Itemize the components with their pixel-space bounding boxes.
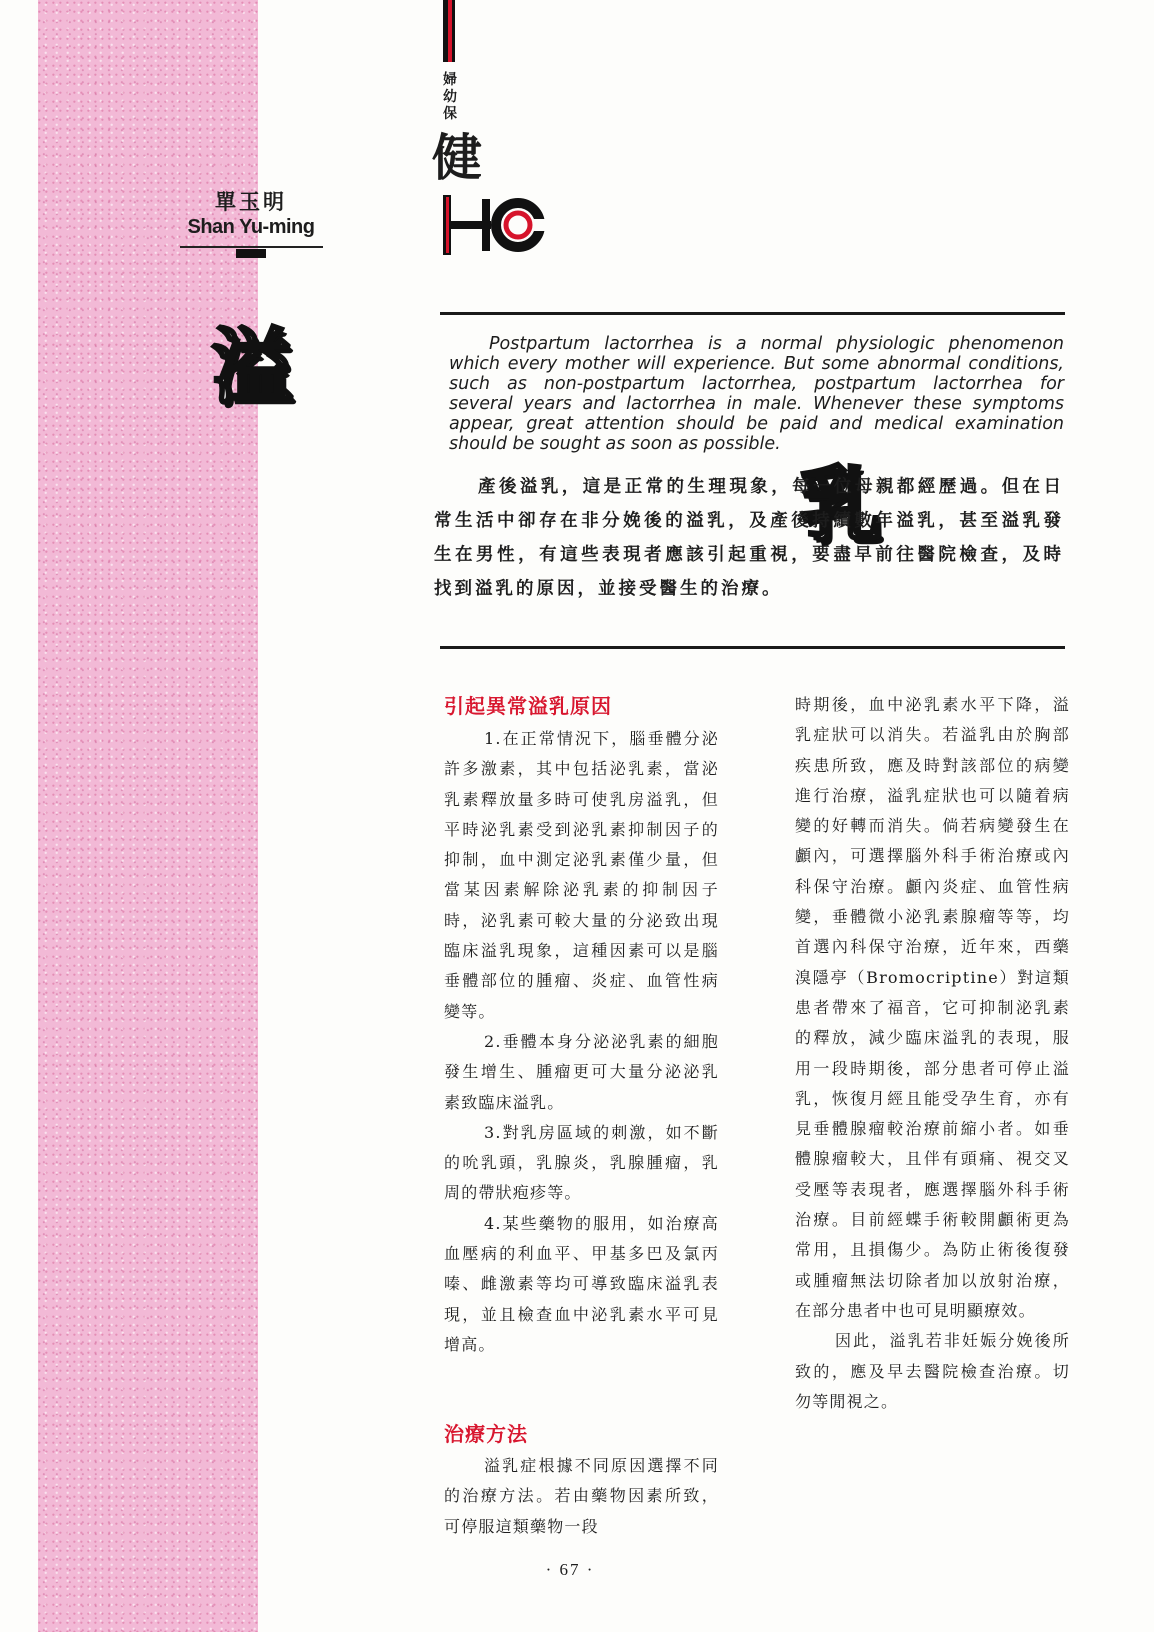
treatment-paragraph-continued: 時期後，血中泌乳素水平下降，溢乳症狀可以消失。若溢乳由於胸部疾患所致，應及時對該部位的病變進行治療，溢乳症狀也可以隨着病變的好轉而消失。倘若病變發生在顱內，可選擇腦外科手術治療或內科保守治療。顱內炎症、血管性病變，垂體微小泌乳素腺瘤等等，均首選內科保守治療，近年來，西藥溴隱亭（Bromocriptine）對這類患者帶來了福音，它可抑制泌乳素的釋放，減少臨床溢乳的表現，服用一段時期後，部分患者可停止溢乳，恢復月經且能受孕生育，亦有見垂體腺瘤較治療前縮小者。如垂體腺瘤較大，且伴有頭痛、視交叉受壓等表現者，應選擇腦外科手術治療。目前經蝶手術較開顱術更為常用，且損傷少。為防止術後復發或腫瘤無法切除者加以放射治療，在部分患者中也可見明顯療效。 xyxy=(795,695,1070,1320)
english-abstract: Postpartum lactorrhea is a normal physiologic phenomenon which every mother will experience. But some abnormal conditions, such as non-postpartum lactorrhea, postpartum lactorrhea for several years and lactorrhea in male. Whenever these symptoms appear, great attention should be paid and medical examination should be sought as soon as possible. xyxy=(449,334,1064,454)
cause-paragraph-2: 2.垂體本身分泌泌乳素的細胞發生增生、腫瘤更可大量分泌泌乳素致臨床溢乳。 xyxy=(444,1031,719,1112)
author-underline xyxy=(180,246,323,248)
causes-body xyxy=(444,724,719,1360)
cause-paragraph-4: 4.某些藥物的服用，如治療高血壓病的利血平、甲基多巴及氯丙嗪、雌激素等均可導致臨床溢乳表現，並且檢查血中泌乳素水平可見增高。 xyxy=(444,1213,719,1354)
page-number: · 67 · xyxy=(545,1560,595,1579)
author-name-english: Shan Yu-ming xyxy=(187,216,315,238)
section-title-causes: 引起異常溢乳原因 xyxy=(444,694,612,718)
conclusion-paragraph: 因此，溢乳若非妊娠分娩後所致的，應及早去醫院檢查治療。切勿等閒視之。 xyxy=(795,1331,1070,1411)
column-category-label: 婦幼保 xyxy=(443,72,457,122)
treatment-paragraph-start: 溢乳症根據不同原因選擇不同的治療方法。若由藥物因素所致，可停服這類藥物一段 xyxy=(444,1456,719,1536)
cause-paragraph-3: 3.對乳房區域的刺激，如不斷的吮乳頭，乳腺炎，乳腺腫瘤，乳周的帶狀疱疹等。 xyxy=(444,1122,719,1203)
top-divider xyxy=(440,312,1065,315)
column-logo-red-stripe xyxy=(448,0,452,62)
article-title-char-1: 溢 xyxy=(210,320,293,415)
treatment-body-continued xyxy=(795,690,1070,1417)
treatment-body-start xyxy=(444,1451,719,1542)
section-title-treatment: 治療方法 xyxy=(444,1422,528,1446)
author-name-chinese: 單玉明 xyxy=(215,190,287,214)
author-underline-tab xyxy=(236,249,266,258)
article-title-char-2: 乳 xyxy=(799,458,882,553)
column-logo-hc-icon xyxy=(440,195,560,255)
decorative-pink-band xyxy=(38,0,258,1632)
bottom-divider xyxy=(440,646,1065,649)
column-health-char: 健 xyxy=(432,129,482,187)
cause-paragraph-1: 1.在正常情況下，腦垂體分泌許多激素，其中包括泌乳素，當泌乳素釋放量多時可使乳房溢乳，但平時泌乳素受到泌乳素抑制因子的抑制，血中測定泌乳素僅少量，但當某因素解除泌乳素的抑制因子時，泌乳素可較大量的分泌致出現臨床溢乳現象，這種因素可以是腦垂體部位的腫瘤、炎症、血管性病變等。 xyxy=(444,729,719,1021)
chinese-summary: 產後溢乳，這是正常的生理現象，每一位母親都經歷過。但在日常生活中卻存在非分娩後的溢乳，及產後持續數年溢乳，甚至溢乳發生在男性，有這些表現者應該引起重視，要盡早前往醫院檢查，及時找到溢乳的原因，並接受醫生的治療。 xyxy=(434,477,1064,599)
